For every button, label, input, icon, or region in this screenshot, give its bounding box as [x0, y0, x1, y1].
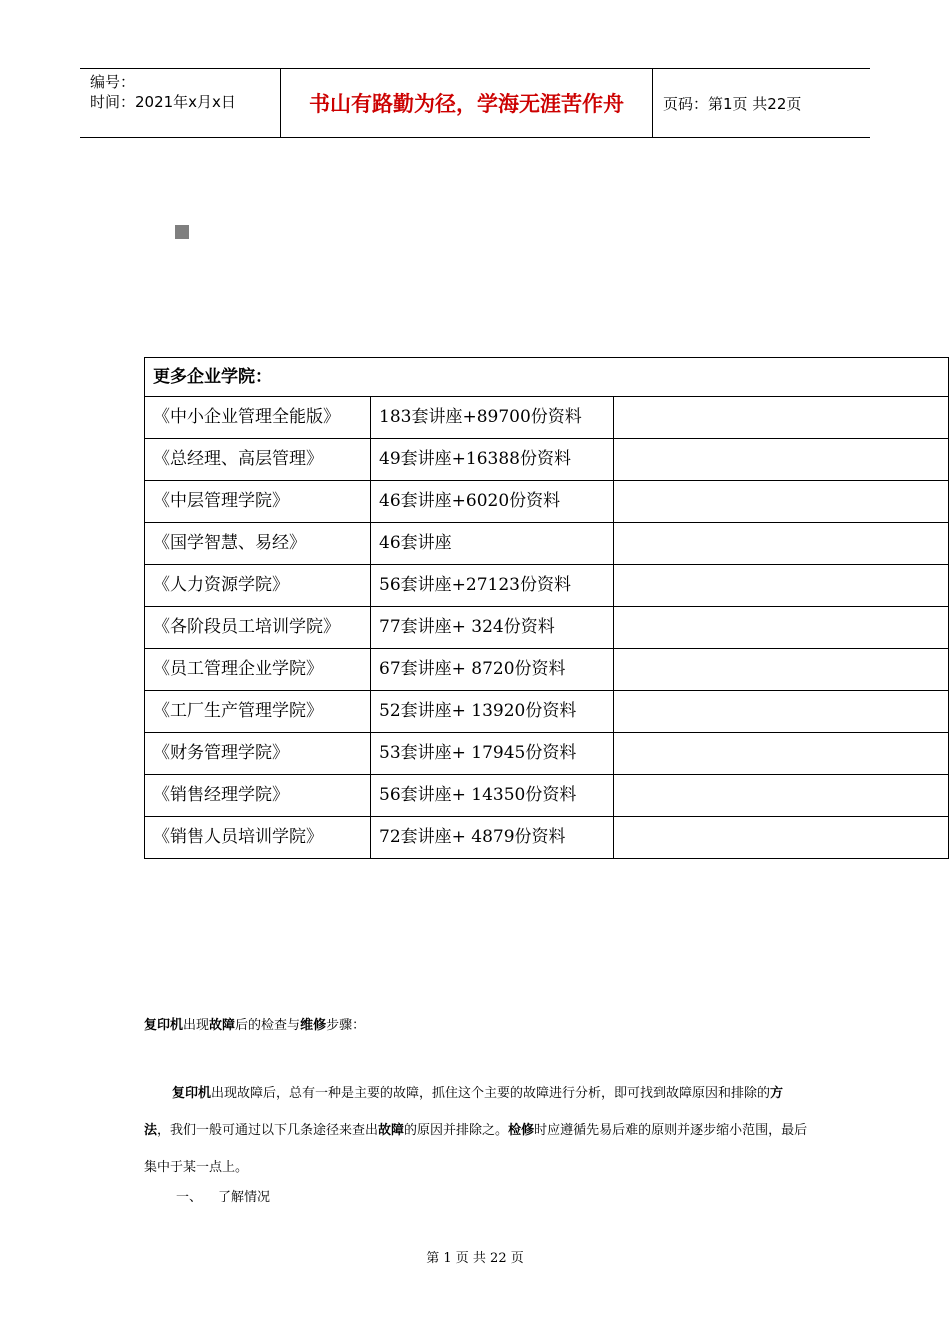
course-detail-cell: 46套讲座 [371, 523, 614, 565]
course-detail-cell: 53套讲座+ 17945份资料 [371, 733, 614, 775]
course-name-cell: 《国学智慧、易经》 [145, 523, 371, 565]
header-page-info: 页码：第1页 共22页 [663, 94, 802, 113]
course-detail-cell: 77套讲座+ 324份资料 [371, 607, 614, 649]
empty-cell [614, 775, 949, 817]
header-meta [80, 69, 281, 137]
course-name-cell: 《销售人员培训学院》 [145, 817, 371, 859]
empty-cell [614, 523, 949, 565]
time-label: 时间：2021年x月x日 [90, 93, 236, 111]
table-row [145, 565, 949, 607]
body-paragraph [144, 1075, 809, 1186]
course-detail-cell: 56套讲座+ 14350份资料 [371, 775, 614, 817]
empty-cell [614, 733, 949, 775]
course-detail-cell: 72套讲座+ 4879份资料 [371, 817, 614, 859]
table-row [145, 481, 949, 523]
empty-cell [614, 565, 949, 607]
section-title-part: 后的检查与 [235, 1018, 301, 1033]
empty-cell [614, 817, 949, 859]
table-row [145, 649, 949, 691]
step-text: 了解情况 [218, 1190, 271, 1205]
course-detail-cell: 52套讲座+ 13920份资料 [371, 691, 614, 733]
table-title-row [145, 358, 949, 397]
header-motto: 书山有路勤为径，学海无涯苦作舟 [281, 69, 653, 137]
table-row [145, 817, 949, 859]
number-label: 编号： [90, 73, 136, 91]
section-title-part: 出现 [183, 1018, 210, 1033]
table-row [145, 523, 949, 565]
course-detail-cell: 49套讲座+16388份资料 [371, 439, 614, 481]
bullet-square-icon [175, 225, 189, 239]
paragraph-part: 故障 [378, 1123, 405, 1138]
empty-cell [614, 439, 949, 481]
paragraph-part: ，我们一般可通过以下几条途径来查出 [157, 1123, 379, 1138]
paragraph-part: 方法 [144, 1086, 784, 1138]
page-footer: 第 1 页 共 22 页 [426, 1251, 524, 1266]
empty-cell [614, 649, 949, 691]
course-name-cell: 《销售经理学院》 [145, 775, 371, 817]
table-row [145, 733, 949, 775]
table-title: 更多企业学院： [145, 358, 949, 397]
course-detail-cell: 67套讲座+ 8720份资料 [371, 649, 614, 691]
empty-cell [614, 691, 949, 733]
paragraph-part: 时应遵循先易后难的原则并逐步缩小范围，最后集中于某一点上。 [144, 1123, 808, 1175]
course-name-cell: 《财务管理学院》 [145, 733, 371, 775]
empty-cell [614, 481, 949, 523]
course-name-cell: 《工厂生产管理学院》 [145, 691, 371, 733]
step-heading [176, 1186, 286, 1205]
table-row [145, 439, 949, 481]
course-name-cell: 《中小企业管理全能版》 [145, 397, 371, 439]
course-name-cell: 《员工管理企业学院》 [145, 649, 371, 691]
course-detail-cell: 56套讲座+27123份资料 [371, 565, 614, 607]
section-title-part: 复印机 [144, 1018, 184, 1033]
empty-cell [614, 397, 949, 439]
course-detail-cell: 46套讲座+6020份资料 [371, 481, 614, 523]
table-row [145, 607, 949, 649]
paragraph-part: 检修 [508, 1123, 535, 1138]
page-header [80, 68, 870, 138]
section-title [144, 1014, 365, 1033]
course-detail-cell: 183套讲座+89700份资料 [371, 397, 614, 439]
course-table [144, 357, 949, 859]
course-name-cell: 《各阶段员工培训学院》 [145, 607, 371, 649]
table-row [145, 397, 949, 439]
empty-cell [614, 607, 949, 649]
paragraph-part: 复印机 [172, 1086, 212, 1101]
course-name-cell: 《人力资源学院》 [145, 565, 371, 607]
section-title-part: 步骤： [326, 1018, 366, 1033]
paragraph-part: 的原因并排除之。 [404, 1123, 509, 1138]
course-name-cell: 《总经理、高层管理》 [145, 439, 371, 481]
course-name-cell: 《中层管理学院》 [145, 481, 371, 523]
table-row [145, 775, 949, 817]
section-title-part: 故障 [209, 1018, 236, 1033]
paragraph-part: 出现故障后，总有一种是主要的故障，抓住这个主要的故障进行分析，即可找到故障原因和排除的 [211, 1086, 771, 1101]
section-title-part: 维修 [300, 1018, 327, 1033]
table-row [145, 691, 949, 733]
step-number: 一、 [176, 1190, 203, 1205]
